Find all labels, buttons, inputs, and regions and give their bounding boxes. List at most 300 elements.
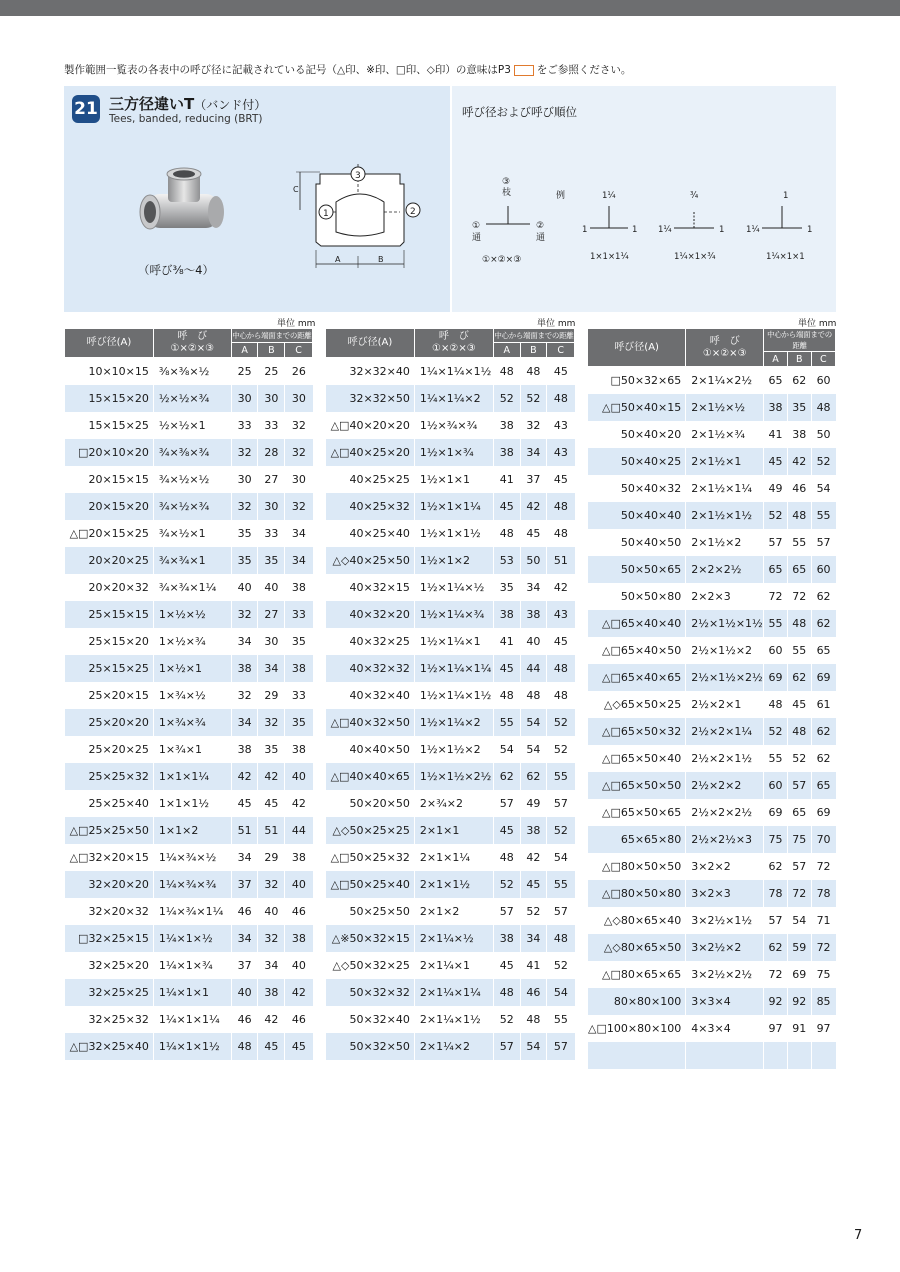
dim-a-cell: 37 <box>231 871 258 898</box>
dim-b-cell: 32 <box>258 709 285 736</box>
dim-c-cell: 57 <box>547 1033 575 1060</box>
dim-b-cell: 54 <box>520 709 547 736</box>
call-size-cell: 2×1×2 <box>414 898 493 925</box>
dim-a-cell: 92 <box>764 988 788 1015</box>
dim-c-cell: 32 <box>285 412 313 439</box>
nominal-size-cell <box>65 574 154 601</box>
size-value: 20×15×20 <box>88 500 149 513</box>
dim-a-cell: 52 <box>764 718 788 745</box>
call-size-cell: 2×1¼×½ <box>414 925 493 952</box>
dim-b-cell: 54 <box>520 736 547 763</box>
nominal-size-cell <box>588 394 686 421</box>
dim-a-cell: 45 <box>493 655 520 682</box>
dim-c-cell: 40 <box>285 952 313 979</box>
dim-b-cell: 69 <box>787 961 811 988</box>
dim-a-cell: 65 <box>764 367 788 395</box>
size-value: 50×40×32 <box>620 482 682 495</box>
dim-b-cell: 50 <box>520 547 547 574</box>
dim-b-cell: 54 <box>787 907 811 934</box>
table-row <box>326 520 575 547</box>
call-size-cell: 1½×1¼×1½ <box>414 682 493 709</box>
size-value: 50×32×65 <box>620 374 682 387</box>
size-value: 25×20×15 <box>88 689 149 702</box>
dim-a-cell: 32 <box>231 493 258 520</box>
dim-c-cell: 38 <box>285 574 313 601</box>
size-value: 50×25×50 <box>349 905 410 918</box>
dim-a-cell: 35 <box>231 547 258 574</box>
dim-c-cell: 62 <box>811 745 835 772</box>
table-row <box>65 493 313 520</box>
availability-mark: △□ <box>601 860 621 873</box>
nominal-size-cell <box>326 925 415 952</box>
call-size-cell: 2½×2×2½ <box>686 799 764 826</box>
dim-b-cell: 38 <box>520 817 547 844</box>
product-title: 三方径違いT（バンド付） <box>109 95 267 113</box>
dim-a-cell: 72 <box>764 961 788 988</box>
example2-left: 1¼ <box>658 225 672 235</box>
dim-c-cell: 45 <box>285 1033 313 1060</box>
table-row <box>65 682 313 709</box>
dim-a-cell: 57 <box>493 898 520 925</box>
dim-a-cell: 48 <box>493 844 520 871</box>
size-value: 32×25×15 <box>88 932 149 945</box>
dim-c-cell: 40 <box>285 763 313 790</box>
nominal-size-cell <box>588 718 686 745</box>
size-value: 15×15×25 <box>88 419 149 432</box>
table-row <box>326 925 575 952</box>
call-size-cell: 2½×2×2 <box>686 772 764 799</box>
call-size-cell: 2×2×2½ <box>686 556 764 583</box>
nominal-size-cell <box>588 475 686 502</box>
nominal-size-cell <box>326 493 415 520</box>
call-size-cell: 1¼×¾×¾ <box>153 871 231 898</box>
table-row <box>326 790 575 817</box>
availability-mark: △□ <box>601 806 621 819</box>
call-size-cell: 2×1×1 <box>414 817 493 844</box>
nominal-size-cell <box>326 439 415 466</box>
dim-c-cell: 42 <box>285 979 313 1006</box>
dim-a-cell: 48 <box>493 682 520 709</box>
nominal-size-cell <box>588 583 686 610</box>
availability-mark: △□ <box>69 527 89 540</box>
dim-c-cell: 60 <box>811 556 835 583</box>
dim-b-cell: 32 <box>258 871 285 898</box>
dim-c-cell: 72 <box>811 934 835 961</box>
table-row <box>65 871 313 898</box>
call-size-cell: 2×1½×1½ <box>686 502 764 529</box>
size-value: 80×65×65 <box>620 968 682 981</box>
nominal-size-cell <box>65 898 154 925</box>
call-size-cell: 1½×1¼×¾ <box>414 601 493 628</box>
nominal-size-cell <box>65 1006 154 1033</box>
dim-a-cell: 32 <box>231 682 258 709</box>
col-b-header: B <box>787 352 811 367</box>
example3-formula: 1¼×1×1 <box>766 252 805 262</box>
table-row <box>326 466 575 493</box>
dim-c-cell: 34 <box>285 520 313 547</box>
dim-c-cell: 57 <box>547 898 575 925</box>
table-row <box>326 439 575 466</box>
dim-a-cell: 54 <box>493 736 520 763</box>
call-size-cell: 3×2½×2 <box>686 934 764 961</box>
col-size-header: 呼び径(A) <box>326 329 415 358</box>
dim-b-cell: 42 <box>520 493 547 520</box>
dim-a-cell: 38 <box>493 925 520 952</box>
size-value: 50×32×32 <box>349 986 410 999</box>
size-value: 50×25×25 <box>349 824 410 837</box>
dim-c-cell: 52 <box>547 709 575 736</box>
nominal-size-cell <box>326 763 415 790</box>
dim-b-cell: 45 <box>258 1033 285 1060</box>
table-row <box>588 880 836 907</box>
dim-a-cell: 75 <box>764 826 788 853</box>
nominal-size-cell <box>588 988 686 1015</box>
table-row <box>326 358 575 386</box>
nominal-size-cell <box>326 628 415 655</box>
dim-b-cell: 65 <box>787 556 811 583</box>
dim-a-cell: 48 <box>493 358 520 386</box>
call-size-cell: 1×1×1¼ <box>153 763 231 790</box>
call-size-cell: 1×¾×¾ <box>153 709 231 736</box>
call-size-cell: ¾×½×½ <box>153 466 231 493</box>
table-row <box>326 682 575 709</box>
dimension-a-label: A <box>335 255 341 264</box>
dim-a-cell: 32 <box>231 439 258 466</box>
table-row <box>326 1033 575 1060</box>
nominal-size-cell <box>326 466 415 493</box>
dim-c-cell: 32 <box>285 439 313 466</box>
table-row <box>588 475 836 502</box>
dim-a-cell: 55 <box>764 610 788 637</box>
dim-c-cell: 62 <box>811 610 835 637</box>
dim-c-cell: 43 <box>547 601 575 628</box>
dim-a-cell: 57 <box>764 529 788 556</box>
order-branch-label: 枝 <box>502 188 512 198</box>
product-number-badge: 21 <box>72 95 100 123</box>
dim-b-cell: 34 <box>258 655 285 682</box>
dim-a-cell: 51 <box>231 817 258 844</box>
dim-b-cell: 41 <box>520 952 547 979</box>
call-size-cell: 2×1½×1¼ <box>686 475 764 502</box>
nominal-size-cell <box>65 655 154 682</box>
dim-c-cell: 46 <box>285 898 313 925</box>
size-value: 50×32×40 <box>349 1013 410 1026</box>
size-value: 50×32×25 <box>349 959 410 972</box>
call-size-cell: 2×1¼×2½ <box>686 367 764 395</box>
dim-a-cell <box>764 1042 788 1069</box>
table-row <box>588 934 836 961</box>
nominal-size-cell <box>326 1006 415 1033</box>
col-call-header: 呼 び ①×②×③ <box>414 329 493 358</box>
dim-b-cell: 35 <box>787 394 811 421</box>
nominal-size-cell <box>326 844 415 871</box>
table-row <box>588 907 836 934</box>
availability-mark: △□ <box>69 851 89 864</box>
dim-c-cell: 54 <box>547 979 575 1006</box>
col-c-header: C <box>811 352 835 367</box>
size-value: 25×15×20 <box>88 635 149 648</box>
table-row <box>326 898 575 925</box>
nominal-size-cell <box>326 979 415 1006</box>
dim-a-cell: 37 <box>231 952 258 979</box>
dim-b-cell: 29 <box>258 844 285 871</box>
example3-left: 1¼ <box>746 225 760 235</box>
dim-a-cell: 45 <box>764 448 788 475</box>
dim-b-cell: 28 <box>258 439 285 466</box>
availability-mark: △□ <box>601 401 621 414</box>
call-size-cell: 1¼×1×1¼ <box>153 1006 231 1033</box>
call-size-cell: 1½×1¼×2 <box>414 709 493 736</box>
dim-c-cell: 50 <box>811 421 835 448</box>
dim-b-cell: 37 <box>520 466 547 493</box>
product-subtitle: Tees, banded, reducing (BRT) <box>109 113 263 125</box>
reference-swatch <box>514 65 534 76</box>
dim-b-cell: 55 <box>787 529 811 556</box>
dim-b-cell: 25 <box>258 358 285 386</box>
dim-a-cell: 46 <box>231 898 258 925</box>
call-size-cell: ¾×½×¾ <box>153 493 231 520</box>
dim-c-cell: 72 <box>811 853 835 880</box>
call-size-cell: 1½×1¼×1¼ <box>414 655 493 682</box>
dim-c-cell: 57 <box>547 790 575 817</box>
example2-right: 1 <box>719 225 725 235</box>
nominal-size-cell <box>65 1033 154 1060</box>
dim-b-cell: 92 <box>787 988 811 1015</box>
page-number: 7 <box>854 1228 863 1243</box>
table-row <box>326 817 575 844</box>
dim-c-cell: 26 <box>285 358 313 386</box>
table-row <box>326 385 575 412</box>
dim-c-cell: 35 <box>285 628 313 655</box>
table-row <box>588 664 836 691</box>
dim-c-cell: 70 <box>811 826 835 853</box>
dim-a-cell: 78 <box>764 880 788 907</box>
table-row <box>588 367 836 395</box>
nominal-size-cell <box>326 898 415 925</box>
dim-b-cell: 40 <box>520 628 547 655</box>
example2-top: ¾ <box>690 191 699 201</box>
table-row <box>65 439 313 466</box>
dimension-drawing <box>276 152 436 274</box>
col-c-header: C <box>285 343 313 358</box>
table-row <box>588 610 836 637</box>
table-row <box>588 448 836 475</box>
dim-a-cell: 45 <box>231 790 258 817</box>
call-size-cell: 1½×1½×2½ <box>414 763 493 790</box>
call-size-cell: 1½×1×1 <box>414 466 493 493</box>
dim-a-cell: 35 <box>493 574 520 601</box>
nominal-size-cell <box>65 628 154 655</box>
example3-top: 1 <box>783 191 789 201</box>
dim-c-cell: 43 <box>547 412 575 439</box>
dim-c-cell: 43 <box>547 439 575 466</box>
dim-c-cell: 54 <box>811 475 835 502</box>
call-size-cell: 3×3×4 <box>686 988 764 1015</box>
dim-a-cell: 38 <box>231 655 258 682</box>
nominal-size-cell <box>326 1033 415 1060</box>
call-size-cell: 2×1½×½ <box>686 394 764 421</box>
size-value: 25×25×32 <box>88 770 149 783</box>
call-size-cell: 1×¾×1 <box>153 736 231 763</box>
nominal-size-cell <box>588 745 686 772</box>
size-value: 40×25×50 <box>349 554 410 567</box>
dim-a-cell: 57 <box>493 1033 520 1060</box>
order-circ2-label: ② <box>536 221 545 231</box>
call-size-cell: ⅜×⅜×½ <box>153 358 231 386</box>
dim-c-cell: 38 <box>285 925 313 952</box>
nominal-size-cell <box>326 952 415 979</box>
dim-b-cell: 52 <box>520 898 547 925</box>
dim-b-cell: 44 <box>520 655 547 682</box>
col-b-header: B <box>258 343 285 358</box>
availability-mark: △□ <box>601 671 621 684</box>
nominal-size-cell <box>588 907 686 934</box>
dim-a-cell: 42 <box>231 763 258 790</box>
call-size-cell: 1×¾×½ <box>153 682 231 709</box>
availability-mark: △◇ <box>332 554 350 567</box>
call-size-cell: 1¼×¾×1¼ <box>153 898 231 925</box>
nominal-size-cell <box>65 952 154 979</box>
nominal-size-cell <box>326 655 415 682</box>
col-a-header: A <box>764 352 788 367</box>
table-row <box>588 556 836 583</box>
dim-c-cell: 69 <box>811 799 835 826</box>
call-size-cell: 3×2×2 <box>686 853 764 880</box>
call-size-cell: 2×1×1½ <box>414 871 493 898</box>
dim-a-cell: 34 <box>231 709 258 736</box>
nominal-size-cell <box>588 853 686 880</box>
dim-b-cell: 57 <box>787 772 811 799</box>
dim-a-cell: 62 <box>764 934 788 961</box>
table-row <box>65 655 313 682</box>
dim-c-cell: 97 <box>811 1015 835 1042</box>
dim-c-cell: 32 <box>285 493 313 520</box>
dim-a-cell: 52 <box>493 385 520 412</box>
dim-b-cell: 34 <box>520 439 547 466</box>
nominal-size-cell <box>326 547 415 574</box>
port-3-label: 3 <box>355 171 361 181</box>
size-value: 40×32×40 <box>349 689 410 702</box>
table-row <box>65 385 313 412</box>
dim-b-cell: 30 <box>258 385 285 412</box>
dim-c-cell: 71 <box>811 907 835 934</box>
call-size-cell: 1½×¾×¾ <box>414 412 493 439</box>
nominal-size-cell <box>326 790 415 817</box>
table-row <box>588 502 836 529</box>
call-size-cell: 1½×1×1½ <box>414 520 493 547</box>
dim-a-cell: 35 <box>231 520 258 547</box>
size-value: 40×32×32 <box>349 662 410 675</box>
size-value: 20×20×32 <box>88 581 149 594</box>
nominal-size-cell <box>588 1015 686 1042</box>
size-range-caption: （呼び⅜～4） <box>138 263 214 277</box>
dim-c-cell: 55 <box>547 871 575 898</box>
dim-b-cell: 38 <box>787 421 811 448</box>
table-row <box>65 952 313 979</box>
nominal-size-cell <box>65 547 154 574</box>
size-value: 20×10×20 <box>88 446 149 459</box>
nominal-size-cell <box>65 412 154 439</box>
size-value: 65×50×65 <box>620 806 682 819</box>
dim-b-cell: 48 <box>787 718 811 745</box>
dim-b-cell: 34 <box>520 925 547 952</box>
nominal-size-cell <box>65 385 154 412</box>
nominal-size-cell <box>326 385 415 412</box>
call-size-cell: 3×2½×2½ <box>686 961 764 988</box>
call-size-cell: 4×3×4 <box>686 1015 764 1042</box>
size-value: 65×40×65 <box>620 671 682 684</box>
call-size-cell: 1¼×1×1 <box>153 979 231 1006</box>
size-value: 25×15×25 <box>88 662 149 675</box>
call-size-cell: ½×½×1 <box>153 412 231 439</box>
size-value: 32×20×32 <box>88 905 149 918</box>
nominal-size-cell <box>65 925 154 952</box>
dim-c-cell: 52 <box>547 952 575 979</box>
call-size-cell: 2×1½×¾ <box>686 421 764 448</box>
dim-c-cell: 38 <box>285 736 313 763</box>
call-size-cell: 1¼×1¼×2 <box>414 385 493 412</box>
size-value: 50×40×50 <box>620 536 682 549</box>
size-value: 80×50×80 <box>620 887 682 900</box>
call-size-cell: 2×1½×1 <box>686 448 764 475</box>
dim-c-cell: 48 <box>547 925 575 952</box>
call-size-cell: 1½×1×1¼ <box>414 493 493 520</box>
size-value: 50×32×15 <box>349 932 410 945</box>
dim-b-cell: 45 <box>520 520 547 547</box>
size-value: 40×25×40 <box>349 527 410 540</box>
dim-c-cell: 46 <box>285 1006 313 1033</box>
dim-c-cell: 75 <box>811 961 835 988</box>
nominal-size-cell <box>326 412 415 439</box>
dim-a-cell: 72 <box>764 583 788 610</box>
nominal-size-cell <box>588 421 686 448</box>
dim-b-cell: 30 <box>258 628 285 655</box>
dim-b-cell: 49 <box>520 790 547 817</box>
dim-c-cell: 35 <box>285 709 313 736</box>
table-row <box>65 817 313 844</box>
dim-c-cell: 48 <box>547 655 575 682</box>
table-row <box>65 898 313 925</box>
call-size-cell: 1½×1¼×½ <box>414 574 493 601</box>
size-value: 40×20×20 <box>349 419 410 432</box>
dim-a-cell: 48 <box>231 1033 258 1060</box>
nominal-size-cell <box>588 637 686 664</box>
call-size-cell: 2½×1½×1½ <box>686 610 764 637</box>
dim-b-cell: 48 <box>520 358 547 386</box>
nominal-size-cell <box>65 817 154 844</box>
size-value: 25×25×50 <box>88 824 149 837</box>
dim-a-cell: 46 <box>231 1006 258 1033</box>
dim-a-cell: 30 <box>231 385 258 412</box>
dim-c-cell: 55 <box>547 1006 575 1033</box>
table-row <box>65 520 313 547</box>
table-row <box>588 637 836 664</box>
col-a-header: A <box>493 343 520 358</box>
dim-a-cell: 52 <box>493 871 520 898</box>
dim-c-cell: 65 <box>811 772 835 799</box>
dim-b-cell: 62 <box>787 367 811 395</box>
nominal-size-cell <box>65 466 154 493</box>
availability-mark: □ <box>78 446 89 459</box>
nominal-size-cell <box>588 934 686 961</box>
size-value: 32×32×40 <box>349 365 410 378</box>
dim-c-cell: 40 <box>285 871 313 898</box>
availability-mark: △□ <box>588 1022 607 1035</box>
call-size-cell: 1¼×1×1½ <box>153 1033 231 1060</box>
call-size-cell: 1×½×½ <box>153 601 231 628</box>
dim-c-cell: 45 <box>547 466 575 493</box>
size-value: 32×25×32 <box>88 1013 149 1026</box>
